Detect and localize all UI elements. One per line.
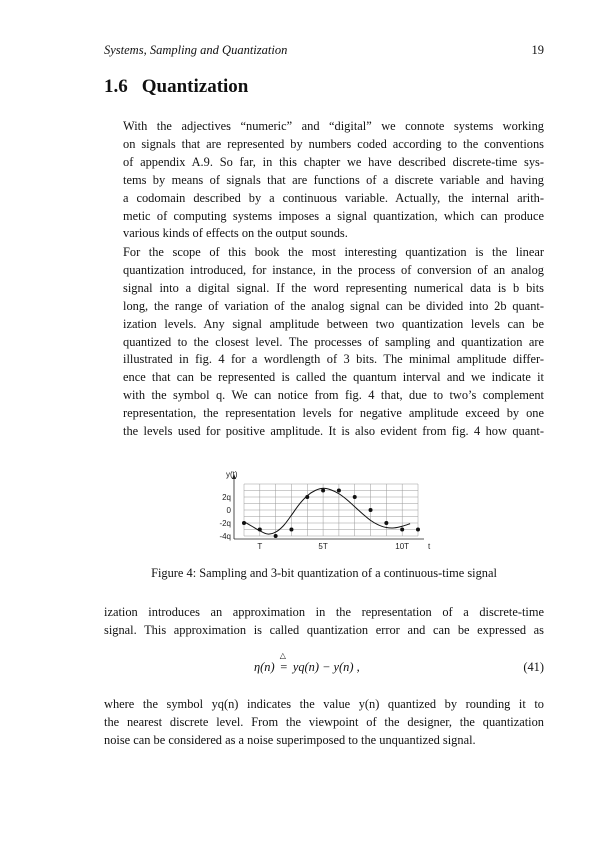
- x-tick-label: 10T: [395, 542, 410, 551]
- quantization-chart: [196, 470, 436, 558]
- text-line: long, the range of variation of the analog signal can be divided into 2b quant-: [123, 298, 544, 313]
- equation-body: [254, 651, 360, 675]
- section-number: 1.6: [104, 76, 128, 97]
- text-line: metic of computing systems imposes a signal quantization, which can produce: [123, 208, 544, 223]
- text-line: representation, the representation levels for negative amplitude exceed by one: [123, 406, 544, 421]
- equation-41: [104, 651, 544, 682]
- page-number: 19: [531, 43, 544, 57]
- paragraph-2: [104, 244, 544, 441]
- x-axis-label: t: [428, 542, 431, 551]
- text-line: quantization introduced, for instance, in the process of conversion of an analog: [123, 262, 544, 277]
- text-line: ence that can be represented is called the quantum interval and we indicate it: [123, 370, 544, 385]
- quantized-sample-point: [321, 489, 325, 493]
- running-head: [104, 43, 544, 59]
- quantized-sample-point: [416, 528, 420, 532]
- quantized-sample-point: [274, 534, 278, 538]
- text-line: the levels used for positive amplitude. It is also evident from fig. 4 how quant-: [123, 424, 544, 439]
- figure-caption: Figure 4: Sampling and 3-bit quantization of a continuous-time signal: [151, 566, 497, 580]
- y-tick-label: -2q: [219, 519, 231, 528]
- section-title: Quantization: [141, 76, 249, 97]
- text-line: a codomain described by a continuous variable. Actually, the internal arith-: [123, 190, 544, 205]
- text-line: signal. This approximation is called quantization error and can be expressed as: [104, 622, 544, 637]
- equation-number: (41): [523, 660, 544, 674]
- text-line: with the symbol q. We can notice from fig. 4 that, due to two’s complement: [123, 388, 544, 403]
- text-line: various kinds of effects on the output sounds.: [123, 226, 348, 241]
- paragraph-3: [104, 604, 544, 640]
- y-tick-label: -4q: [219, 532, 231, 541]
- y-tick-label: 0: [226, 506, 231, 515]
- quantized-sample-point: [305, 495, 309, 499]
- text-line: quantized to the closest level. The processes of sampling and quantization are: [123, 334, 544, 349]
- y-axis-label: y(t): [226, 470, 238, 479]
- equation-rhs: yq(n) − y(n) ,: [292, 660, 360, 674]
- text-line: of appendix A.9. So far, in this chapter we have described discrete-time sys-: [123, 154, 544, 169]
- text-line: ization introduces an approximation in the representation of a discrete-time: [104, 605, 544, 619]
- quantized-sample-point: [337, 489, 341, 493]
- y-tick-label: 2q: [222, 493, 231, 502]
- quantized-sample-point: [400, 528, 404, 532]
- continuous-signal-line: [244, 488, 410, 534]
- quantized-sample-point: [258, 528, 262, 532]
- quantized-sample-point: [369, 508, 373, 512]
- text-line: illustrated in fig. 4 for a wordlength of 3 bits. The minimal amplitude differ-: [123, 352, 544, 367]
- section-heading: [104, 76, 248, 98]
- defined-equal-symbol: △ =: [279, 651, 288, 674]
- text-line: For the scope of this book the most interesting quantization is the linear: [123, 245, 544, 259]
- text-line: tems by means of signals that are functions of a discrete variable and having: [123, 172, 544, 187]
- text-line: on signals that are represented by numbers coded according to the conventions: [123, 136, 544, 151]
- quantized-sample-point: [384, 521, 388, 525]
- quantized-sample-point: [353, 495, 357, 499]
- text-line: signal into a digital signal. If the word representing numerical data is b bits: [123, 280, 544, 295]
- x-tick-label: 5T: [318, 542, 328, 551]
- text-line: With the adjectives “numeric” and “digital” we connote systems working: [123, 119, 544, 133]
- x-tick-label: T: [257, 542, 263, 551]
- paragraph-4: [104, 696, 544, 750]
- quantized-sample-point: [242, 521, 246, 525]
- text-line: ization levels. Any signal amplitude between two quantization levels can be: [123, 316, 544, 331]
- quantized-sample-point: [289, 528, 293, 532]
- text-line: noise can be considered as a noise superimposed to the unquantized signal.: [104, 732, 476, 747]
- equation-lhs: η(n): [254, 660, 275, 674]
- text-line: where the symbol yq(n) indicates the value y(n) quantized by rounding it to: [104, 697, 544, 711]
- text-line: the nearest discrete level. From the viewpoint of the designer, the quantization: [104, 714, 544, 729]
- paragraph-1: [104, 118, 544, 243]
- figure-4: [196, 470, 436, 558]
- running-head-title: Systems, Sampling and Quantization: [104, 43, 288, 57]
